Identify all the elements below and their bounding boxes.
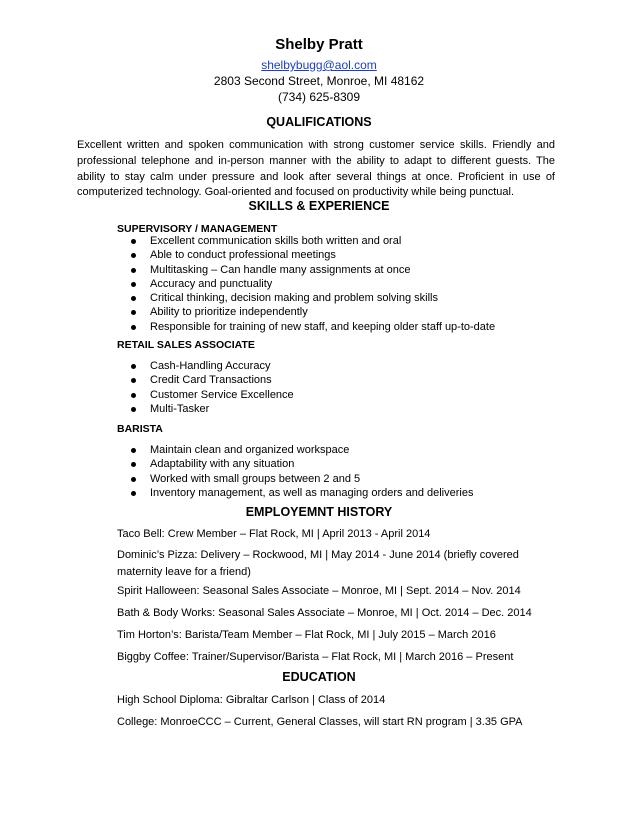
bullet-icon: [131, 325, 136, 330]
bullet-icon: [131, 477, 136, 482]
employment-entry: Bath & Body Works: Seasonal Sales Associate – Monroe, MI | Oct. 2014 – Dec. 2014: [117, 607, 532, 619]
education-heading: EDUCATION: [282, 670, 356, 684]
employment-entry: Dominic’s Pizza: Delivery – Rockwood, MI | May 2014 - June 2014 (briefly covered maternity leave for a friend): [117, 549, 519, 578]
list-item: Able to conduct professional meetings: [130, 248, 560, 262]
employment-entry: Taco Bell: Crew Member – Flat Rock, MI | April 2013 - April 2014: [117, 528, 431, 540]
resume-name: Shelby Pratt: [275, 36, 363, 53]
skills-group-title: SUPERVISORY / MANAGEMENT: [117, 223, 278, 235]
bullet-icon: [131, 310, 136, 315]
list-item: Responsible for training of new staff, and keeping older staff up-to-date: [130, 320, 560, 334]
bullet-icon: [131, 393, 136, 398]
bullet-icon: [131, 239, 136, 244]
bullet-icon: [131, 407, 136, 412]
address: 2803 Second Street, Monroe, MI 48162: [213, 74, 425, 88]
skills-list-retail: [130, 359, 560, 416]
list-item: Critical thinking, decision making and problem solving skills: [130, 291, 560, 305]
list-item: Multitasking – Can handle many assignments at once: [130, 263, 560, 277]
list-item: Adaptability with any situation: [130, 457, 560, 471]
list-item: Credit Card Transactions: [130, 373, 560, 387]
list-item: Maintain clean and organized workspace: [130, 443, 560, 457]
bullet-icon: [131, 253, 136, 258]
email-link[interactable]: shelbybugg@aol.com: [261, 58, 377, 72]
employment-entry: Biggby Coffee: Trainer/Supervisor/Barista – Flat Rock, MI | March 2016 – Present: [117, 651, 514, 663]
list-item: Worked with small groups between 2 and 5: [130, 472, 560, 486]
education-entry: College: MonroeCCC – Current, General Classes, will start RN program | 3.35 GPA: [117, 716, 523, 728]
bullet-icon: [131, 462, 136, 467]
list-item: Inventory management, as well as managing orders and deliveries: [130, 486, 560, 500]
education-entry: High School Diploma: Gibraltar Carlson | Class of 2014: [117, 694, 386, 706]
skills-list-supervisory: [130, 234, 560, 334]
employment-entry: Spirit Halloween: Seasonal Sales Associate – Monroe, MI | Sept. 2014 – Nov. 2014: [117, 585, 521, 597]
qualifications-heading: QUALIFICATIONS: [266, 115, 372, 129]
list-item: Customer Service Excellence: [130, 388, 560, 402]
list-item: Multi-Tasker: [130, 402, 560, 416]
skills-heading: SKILLS & EXPERIENCE: [248, 199, 390, 213]
phone-number: (734) 625-8309: [277, 90, 361, 104]
skills-group-title: RETAIL SALES ASSOCIATE: [117, 339, 255, 351]
bullet-icon: [131, 378, 136, 383]
bullet-icon: [131, 364, 136, 369]
bullet-icon: [131, 282, 136, 287]
skills-list-barista: [130, 443, 560, 500]
list-item: Excellent communication skills both written and oral: [130, 234, 560, 248]
bullet-icon: [131, 448, 136, 453]
bullet-icon: [131, 296, 136, 301]
list-item: Ability to prioritize independently: [130, 305, 560, 319]
qualifications-text: Excellent written and spoken communication with strong customer service skills. Friendly and professional telephone and in-person manner with the ability to adapt to different guests. The ability to stay calm under pressure and look after several things at once. Proficient in use of computerized technology. Goal-oriented and focused on productivity while being punctual.: [77, 139, 555, 199]
bullet-icon: [131, 268, 136, 273]
employment-heading: EMPLOYEMNT HISTORY: [245, 505, 393, 519]
bullet-icon: [131, 491, 136, 496]
skills-group-title: BARISTA: [117, 423, 163, 435]
list-item: Accuracy and punctuality: [130, 277, 560, 291]
employment-entry: Tim Horton’s: Barista/Team Member – Flat Rock, MI | July 2015 – March 2016: [117, 629, 496, 641]
list-item: Cash-Handling Accuracy: [130, 359, 560, 373]
